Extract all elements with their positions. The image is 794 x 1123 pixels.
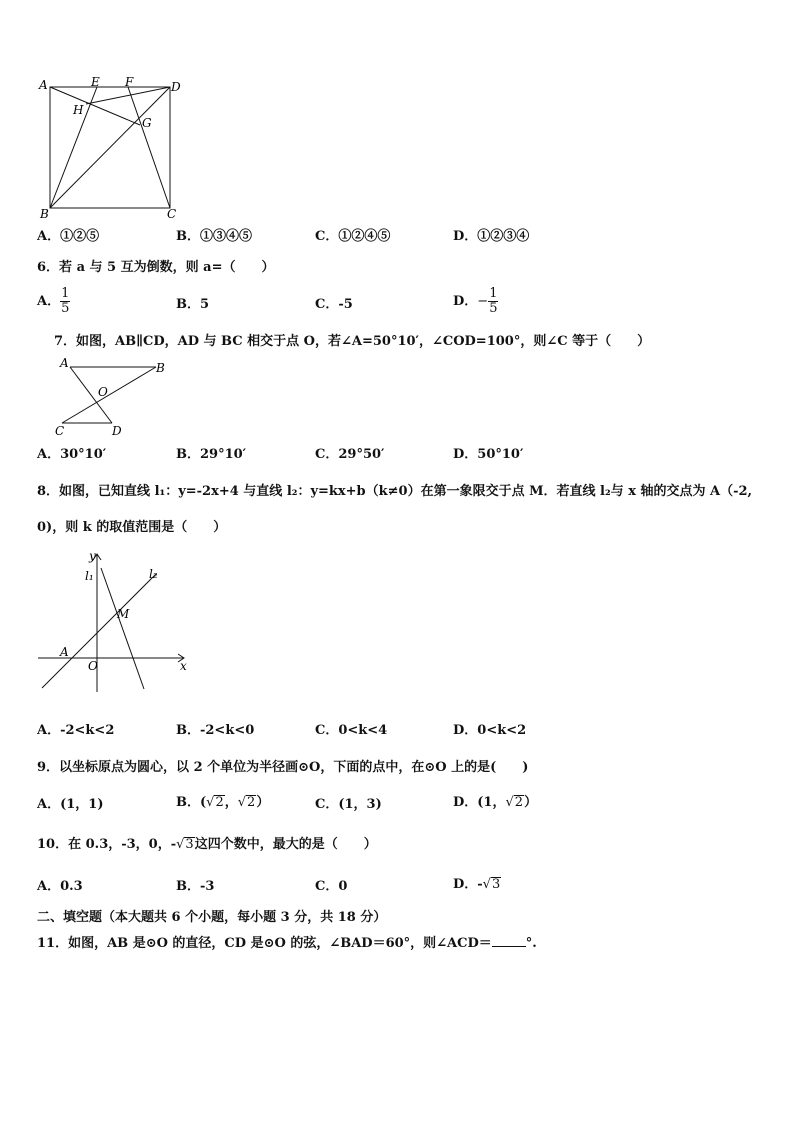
- q10-stem: 10．在 0.3，-3，0，-√3这四个数中，最大的是（ ）: [37, 837, 377, 852]
- q8-label-l2: l₂: [149, 567, 158, 581]
- q7-label-O: O: [98, 385, 108, 399]
- label-G: G: [142, 116, 152, 130]
- q8-stem-line1: 8．如图，已知直线 l₁：y=-2x+4 与直线 l₂：y=kx+b（k≠0）在第一象限交于点 M．若直线 l₂与 x 轴的交点为 A（-2,: [37, 484, 753, 499]
- q6-option-c: C．-5: [315, 297, 353, 312]
- label-A: A: [39, 78, 48, 92]
- q11-stem: 11．如图，AB 是⊙O 的直径，CD 是⊙O 的弦，∠BAD＝60°，则∠ACD＝ °.: [37, 936, 537, 951]
- q7-label-C: C: [55, 424, 65, 438]
- q8-label-O: O: [88, 659, 98, 673]
- label-E: E: [91, 76, 100, 89]
- q6-option-a: A． $\frac{1}{5}$: [37, 286, 70, 316]
- q10-option-b: B．-3: [176, 879, 215, 894]
- q8-label-y: y: [89, 549, 96, 563]
- q9-option-a: A．(1，1): [37, 797, 104, 812]
- q5-option-d: D．①②③④: [453, 229, 530, 244]
- q8-label-A: A: [60, 645, 69, 659]
- label-F: F: [125, 76, 134, 89]
- q8-option-d: D．0<k<2: [453, 723, 527, 738]
- q10-option-c: C．0: [315, 879, 348, 894]
- q8-label-l1: l₁: [85, 569, 94, 583]
- q10-option-a: A．0.3: [37, 879, 83, 894]
- q5-option-a: A．①②⑤: [37, 229, 100, 244]
- q5-option-c: C．①②④⑤: [315, 229, 391, 244]
- label-C: C: [167, 207, 177, 221]
- q8-stem-line2: 0)，则 k 的取值范围是（ ）: [37, 520, 227, 535]
- q7-label-A: A: [60, 356, 69, 370]
- q6-option-d: D．− $\frac{1}{5}$: [453, 286, 498, 316]
- q8-option-a: A．-2<k<2: [37, 723, 115, 738]
- label-B: B: [40, 207, 49, 221]
- square-figure: [36, 76, 186, 224]
- q8-label-x: x: [180, 659, 187, 673]
- q9-option-b: B．(√2，√2）: [176, 795, 270, 810]
- label-H: H: [73, 103, 84, 117]
- q7-option-d: D．50°10′: [453, 447, 524, 462]
- q8-label-M: M: [117, 607, 130, 621]
- q7-option-b: B．29°10′: [176, 447, 247, 462]
- q7-stem: 7．如图，AB∥CD，AD 与 BC 相交于点 O，若∠A=50°10′，∠COD=100°，则∠C 等于（ ）: [54, 334, 651, 349]
- q5-option-b: B．①③④⑤: [176, 229, 252, 244]
- q6-stem: 6．若 a 与 5 互为倒数，则 a=（ ）: [37, 260, 275, 275]
- label-D: D: [171, 80, 181, 94]
- q9-stem: 9．以坐标原点为圆心，以 2 个单位为半径画⊙O，下面的点中，在⊙O 上的是( ): [37, 760, 529, 775]
- q6-option-b: B．5: [176, 297, 210, 312]
- q7-option-a: A．30°10′: [37, 447, 107, 462]
- q9-option-c: C．(1，3): [315, 797, 382, 812]
- q9-option-d: D．(1，√2）: [453, 795, 538, 810]
- section-heading: 二、填空题（本大题共 6 个小题，每小题 3 分，共 18 分）: [37, 910, 387, 925]
- q8-option-b: B．-2<k<0: [176, 723, 255, 738]
- q11-answer-blank: [492, 946, 526, 947]
- q10-option-d: D．-√3: [453, 877, 501, 892]
- q8-graph: [34, 546, 194, 696]
- q8-option-c: C．0<k<4: [315, 723, 388, 738]
- q7-option-c: C．29°50′: [315, 447, 385, 462]
- q7-label-D: D: [112, 424, 122, 438]
- q7-figure: [52, 356, 172, 440]
- q7-label-B: B: [156, 361, 165, 375]
